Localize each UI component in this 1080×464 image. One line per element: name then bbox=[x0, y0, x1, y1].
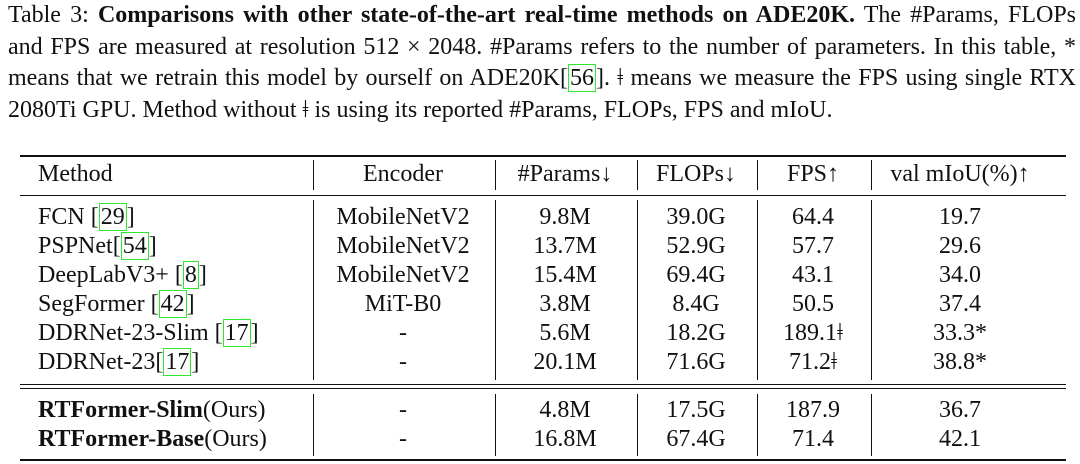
flops-cell: 71.6G bbox=[666, 349, 726, 375]
method-cell: DeepLabV3+ [8] bbox=[38, 262, 207, 288]
miou-cell: 37.4 bbox=[939, 291, 981, 317]
miou-cell: 33.3* bbox=[933, 320, 987, 346]
miou-cell: 36.7 bbox=[939, 397, 981, 423]
encoder-cell: MiT-B0 bbox=[364, 291, 442, 317]
method-citation[interactable]: 42 bbox=[160, 291, 185, 317]
method-name: DeepLabV3+ bbox=[38, 262, 175, 288]
flops-cell: 18.2G bbox=[666, 320, 726, 346]
encoder-cell: MobileNetV2 bbox=[336, 262, 470, 288]
encoder-cell: MobileNetV2 bbox=[336, 204, 470, 230]
params-cell: 5.6M bbox=[539, 320, 591, 346]
header-bottom-rule bbox=[20, 195, 1066, 196]
header-method: Method bbox=[38, 161, 113, 187]
method-citation[interactable]: 29 bbox=[100, 204, 125, 230]
caption-text-3: . ǂ means we measure the FPS using single RTX 2080Ti GPU. Method without ǂ is using its reported #Params, FLOPs, FPS and mIoU. bbox=[8, 65, 1076, 123]
method-cell bbox=[38, 396, 266, 424]
params-cell: 9.8M bbox=[539, 204, 591, 230]
caption-text-1: The #Params, FLOPs and FPS are measured at resolution bbox=[8, 2, 1077, 60]
params-cell: 16.8M bbox=[533, 426, 597, 452]
method-cell: FCN [29] bbox=[38, 204, 135, 230]
baseline-bottom-rule bbox=[20, 384, 1066, 385]
ours-top-rule bbox=[20, 388, 1066, 389]
method-suffix: (Ours) bbox=[202, 397, 266, 423]
method-name: FCN bbox=[38, 204, 91, 230]
caption-text-2: . #Params refers to the number of parameters. In this table, * means that we retrain this model by ourself on ADE20K bbox=[8, 33, 1076, 91]
method-cell: SegFormer [42] bbox=[38, 291, 195, 317]
fps-cell: 187.9 bbox=[786, 397, 840, 423]
encoder-cell: - bbox=[399, 397, 407, 423]
caption-label: Table 3: bbox=[8, 2, 89, 28]
flops-cell: 17.5G bbox=[666, 397, 726, 423]
caption-title: Comparisons with other state-of-the-art real-time methods on ADE20K. bbox=[97, 2, 855, 28]
params-cell: 13.7M bbox=[533, 233, 597, 259]
flops-cell: 67.4G bbox=[666, 426, 726, 452]
header-encoder: Encoder bbox=[363, 161, 443, 187]
caption-resolution: 512 × 2048 bbox=[363, 33, 477, 60]
caption-citation[interactable]: 56 bbox=[570, 65, 595, 91]
method-name-bold: RTFormer-Slim bbox=[38, 397, 203, 423]
miou-cell: 42.1 bbox=[939, 426, 981, 452]
method-name: DDRNet-23 bbox=[38, 349, 156, 375]
method-citation[interactable]: 17 bbox=[224, 320, 249, 346]
header-fps: FPS↑ bbox=[786, 161, 840, 187]
params-cell: 15.4M bbox=[533, 262, 597, 288]
table-caption: Table 3: Comparisons with other state-of-the-art real-time methods on ADE20K. The #Params, FLOPs and FPS are measured at resolution 512 × 2048. #Params refers to the number of parameters. In this table, * means that we retrain this model by ourself on ADE20K[56]. ǂ means we measure the FPS using single RTX 2080Ti GPU. Method without ǂ is using its reported #Params, FLOPs, FPS and mIoU. bbox=[8, 2, 1077, 123]
fps-cell: 189.1ǂ bbox=[783, 320, 843, 346]
method-cell bbox=[38, 425, 267, 453]
fps-cell: 64.4 bbox=[792, 204, 834, 230]
params-cell: 3.8M bbox=[539, 291, 591, 317]
params-cell: 20.1M bbox=[533, 349, 597, 375]
flops-cell: 39.0G bbox=[666, 204, 726, 230]
encoder-cell: - bbox=[399, 320, 407, 346]
encoder-cell: - bbox=[399, 349, 407, 375]
method-citation[interactable]: 8 bbox=[184, 262, 197, 288]
encoder-cell: MobileNetV2 bbox=[336, 233, 470, 259]
flops-cell: 69.4G bbox=[666, 262, 726, 288]
miou-cell: 34.0 bbox=[939, 262, 981, 288]
method-cell: PSPNet[54] bbox=[38, 233, 157, 259]
header-miou: val mIoU(%)↑ bbox=[890, 161, 1030, 187]
table-bottom-rule bbox=[20, 459, 1066, 461]
method-citation[interactable]: 17 bbox=[165, 349, 190, 375]
flops-cell: 8.4G bbox=[672, 291, 720, 317]
method-name-bold: RTFormer-Base bbox=[38, 426, 205, 452]
fps-cell: 71.2ǂ bbox=[789, 349, 837, 375]
params-cell: 4.8M bbox=[539, 397, 591, 423]
method-name: SegFormer bbox=[38, 291, 151, 317]
method-cell: DDRNet-23-Slim [17] bbox=[38, 320, 259, 346]
fps-cell: 43.1 bbox=[792, 262, 834, 288]
header-params: #Params↓ bbox=[517, 161, 613, 187]
method-citation[interactable]: 54 bbox=[122, 233, 147, 259]
method-name: PSPNet bbox=[38, 233, 113, 259]
method-suffix: (Ours) bbox=[204, 426, 267, 452]
encoder-cell: - bbox=[399, 426, 407, 452]
miou-cell: 29.6 bbox=[939, 233, 981, 259]
flops-cell: 52.9G bbox=[666, 233, 726, 259]
fps-cell: 57.7 bbox=[792, 233, 834, 259]
fps-cell: 71.4 bbox=[792, 426, 834, 452]
table-top-rule bbox=[20, 155, 1066, 157]
fps-cell: 50.5 bbox=[792, 291, 834, 317]
method-name: DDRNet-23-Slim bbox=[38, 320, 215, 346]
miou-cell: 38.8* bbox=[933, 349, 987, 375]
header-flops: FLOPs↓ bbox=[655, 161, 737, 187]
miou-cell: 19.7 bbox=[939, 204, 981, 230]
method-cell: DDRNet-23[17] bbox=[38, 349, 200, 375]
